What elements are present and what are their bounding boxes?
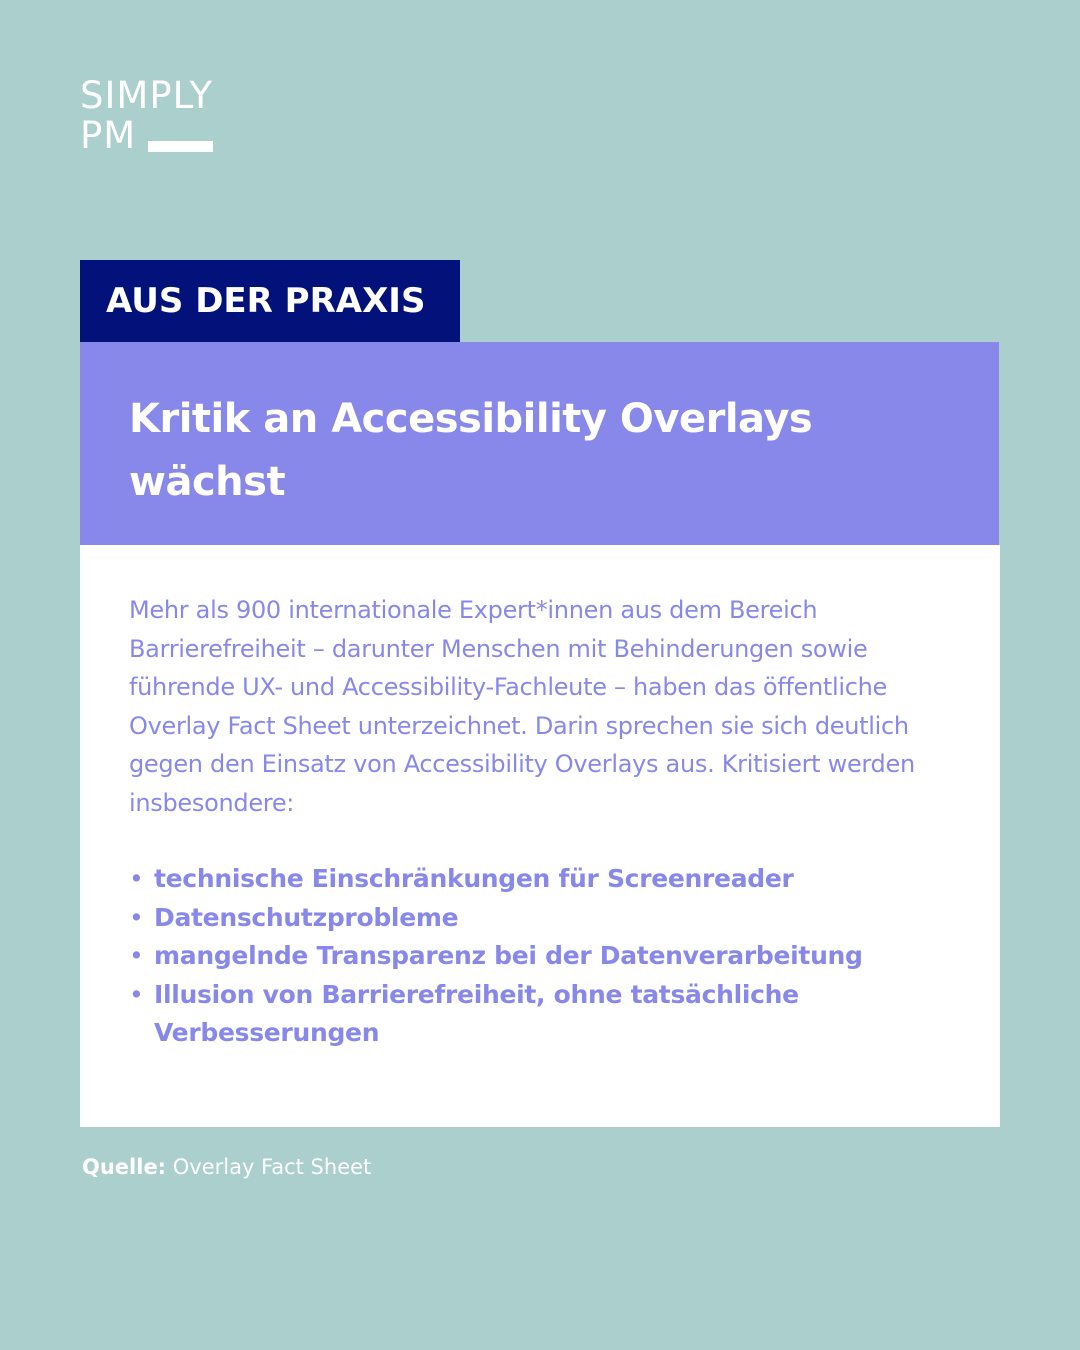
headline-box [80, 342, 999, 545]
category-tag: AUS DER PRAXIS [80, 260, 460, 342]
bullet-marker: • [129, 864, 144, 893]
list-item-text: mangelnde Transparenz bei der Datenverarbeitung [154, 941, 863, 970]
list-item-text: technische Einschränkungen für Screenreader [154, 864, 794, 893]
source-label: Quelle: [82, 1155, 167, 1179]
source-text: Overlay Fact Sheet [166, 1155, 372, 1179]
list-item [129, 899, 960, 938]
source-credit [82, 1152, 371, 1182]
list-item [129, 860, 960, 899]
logo-line-1: SIMPLY [80, 74, 213, 117]
bullet-marker: • [129, 941, 144, 970]
logo-line-2-text: PM [80, 114, 137, 157]
bullet-marker: • [129, 979, 144, 1009]
bullet-marker: • [129, 902, 144, 932]
list-item [129, 937, 960, 976]
logo-bar [148, 141, 213, 152]
list-item-text: Illusion von Barrierefreiheit, ohne tatsächliche Verbesserungen [154, 979, 799, 1047]
criticism-list [129, 860, 960, 1053]
content-card [80, 545, 1000, 1127]
headline: Kritik an Accessibility Overlays wächst [129, 396, 813, 505]
list-item [129, 976, 960, 1053]
logo-line-2 [80, 116, 213, 156]
list-item-text: Datenschutzprobleme [154, 902, 459, 932]
simply-pm-logo [80, 76, 213, 156]
intro-paragraph: Mehr als 900 internationale Expert*innen aus dem Bereich Barrierefreiheit – darunter Menschen mit Behinderungen sowie führende UX- und Accessibility-Fachleute – haben das öffentliche Overlay Fact Sheet unterzeichnet. Darin sprechen sie sich deutlich gegen den Einsatz von Accessibility Overlays aus. Kritisiert werden insbesondere: [129, 596, 915, 817]
